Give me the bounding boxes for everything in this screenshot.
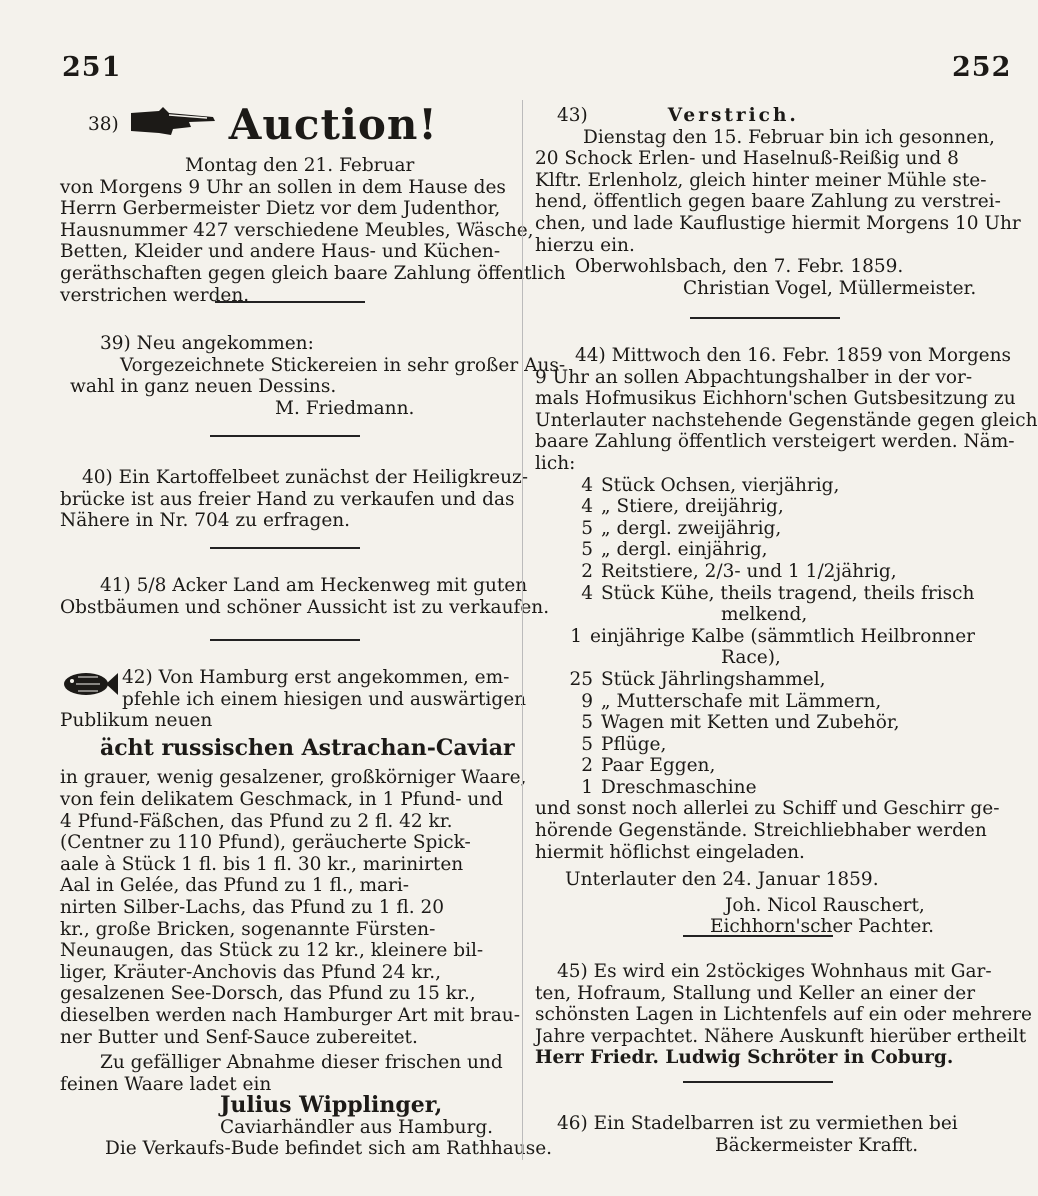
notice-title: Verstrich. <box>667 105 799 126</box>
item-text: Dreschmaschine <box>601 776 757 798</box>
item-row <box>535 626 975 648</box>
place-date: Unterlauter den 24. Januar 1859. <box>565 869 879 891</box>
signature: Christian Vogel, Müllermeister. <box>683 277 977 299</box>
item-quantity: 2 <box>581 560 593 582</box>
text-line: gesalzenen See-Dorsch, das Pfund zu 15 kr., <box>60 983 476 1005</box>
text-line: brücke ist aus freier Hand zu verkaufen und das <box>60 488 515 510</box>
text-line: schönsten Lagen in Lichtenfels auf ein oder mehrere <box>535 1004 1032 1026</box>
item-row <box>535 604 975 626</box>
text-line: Montag den 21. Februar <box>185 155 415 176</box>
text-line: Unterlauter nachstehende Gegenstände gegen gleich <box>535 409 1038 431</box>
text-line: 42) Von Hamburg erst angekommen, em- <box>122 667 510 688</box>
notice-46 <box>535 1113 975 1156</box>
signature: Joh. Nicol Rauschert, <box>725 894 925 916</box>
notice-45 <box>535 961 1032 1069</box>
text-line: verstrichen werden. <box>60 284 250 306</box>
page-number-left: 251 <box>62 52 122 83</box>
text-line: Hausnummer 427 verschiedene Meubles, Wäsche, <box>60 219 534 241</box>
page-number-right: 252 <box>952 52 1012 83</box>
signature-subtitle: Eichhorn'scher Pachter. <box>710 916 935 938</box>
text-line: von fein delikatem Geschmack, in 1 Pfund- und <box>60 788 504 810</box>
text-line: hörende Gegenstände. Streichliebhaber werden <box>535 820 987 842</box>
text-line: von Morgens 9 Uhr an sollen in dem Hause des <box>60 176 506 198</box>
item-quantity: 5 <box>581 733 593 755</box>
text-line: Betten, Kleider und andere Haus- und Küchen- <box>60 241 501 263</box>
caviar-heading: ächt russischen Astrachan-Caviar <box>100 734 515 761</box>
item-text: melkend, <box>721 604 808 626</box>
text-line: hierzu ein. <box>535 234 635 256</box>
text-line: (Centner zu 110 Pfund), geräucherte Spick- <box>60 832 471 854</box>
item-quantity: 9 <box>581 690 593 712</box>
place-date: Oberwohlsbach, den 7. Febr. 1859. <box>575 256 904 278</box>
item-quantity <box>535 647 601 669</box>
fish-icon <box>60 667 122 707</box>
signature: M. Friedmann. <box>275 397 415 419</box>
item-row <box>535 777 975 799</box>
item-row <box>535 561 975 583</box>
notice-43 <box>535 105 1021 299</box>
text-line: ner Butter und Senf-Sauce zubereitet. <box>60 1026 418 1048</box>
item-row <box>535 755 975 777</box>
text-line: Dienstag den 15. Februar bin ich gesonnen, <box>583 126 995 148</box>
signature: Julius Wipplinger, <box>220 1092 443 1119</box>
text-line: hiermit höflichst eingeladen. <box>535 841 805 863</box>
notice-number: 38) <box>88 114 119 136</box>
item-row <box>535 669 975 691</box>
item-row <box>535 539 975 561</box>
text-line: 40) Ein Kartoffelbeet zunächst der Heiligkreuz- <box>82 467 528 488</box>
notice-number: 43) <box>557 105 588 126</box>
item-quantity: 2 <box>581 755 593 777</box>
text-line: Klftr. Erlenholz, gleich hinter meiner Mühle ste- <box>535 169 987 191</box>
text-line: 44) Mittwoch den 16. Febr. 1859 von Morgens <box>575 345 1012 366</box>
item-row <box>535 496 975 518</box>
text-line: kr., große Bricken, sogenannte Fürsten- <box>60 918 436 940</box>
text-line: in grauer, wenig gesalzener, großkörniger Waare, <box>60 767 527 789</box>
text-line: 9 Uhr an sollen Abpachtungshalber in der vor- <box>535 366 973 388</box>
item-quantity: 4 <box>581 582 593 604</box>
divider <box>690 317 840 319</box>
text-line: feinen Waare ladet ein <box>60 1073 272 1095</box>
item-text: einjährige Kalbe (sämmtlich Heilbronner <box>590 625 975 647</box>
item-row <box>535 475 975 497</box>
notice-39 <box>60 333 566 419</box>
text-line: lich: <box>535 452 576 474</box>
text-line: Zu gefälliger Abnahme dieser frischen und <box>100 1052 503 1074</box>
text-line: und sonst noch allerlei zu Schiff und Geschirr ge- <box>535 798 1000 820</box>
text-line: 20 Schock Erlen- und Haselnuß-Reißig und 8 <box>535 148 959 170</box>
divider <box>215 301 365 303</box>
item-quantity: 25 <box>569 668 593 690</box>
item-quantity <box>535 604 601 626</box>
text-line: Jahre verpachtet. Nähere Auskunft hierüber ertheilt <box>535 1025 1027 1047</box>
signature-subtitle: Caviarhändler aus Hamburg. <box>220 1116 494 1138</box>
item-row <box>535 647 975 669</box>
text-line: wahl in ganz neuen Dessins. <box>70 376 337 398</box>
text-line: Bäckermeister Krafft. <box>715 1134 919 1156</box>
text-line: 4 Pfund-Fäßchen, das Pfund zu 2 fl. 42 kr. <box>60 810 453 832</box>
item-quantity: 5 <box>581 517 593 539</box>
item-row <box>535 518 975 540</box>
notice-41 <box>60 575 550 618</box>
text-line: 39) Neu angekommen: <box>100 333 314 354</box>
text-line: Neunaugen, das Stück zu 12 kr., kleinere bil- <box>60 940 484 962</box>
text-line: Herrn Gerbermeister Dietz vor dem Judenthor, <box>60 198 501 220</box>
item-text: Stück Ochsen, vierjährig, <box>601 474 840 496</box>
text-line: 46) Ein Stadelbarren ist zu vermiethen bei <box>557 1113 958 1134</box>
divider <box>210 547 360 549</box>
item-text: Stück Kühe, theils tragend, theils frisch <box>601 582 975 604</box>
divider <box>210 639 360 641</box>
divider <box>683 935 833 937</box>
text-line: baare Zahlung öffentlich versteigert werden. Näm- <box>535 431 1015 453</box>
text-line: aale à Stück 1 fl. bis 1 fl. 30 kr., marinirten <box>60 853 464 875</box>
text-line: dieselben werden nach Hamburger Art mit brau- <box>60 1004 520 1026</box>
item-text: Reitstiere, 2/3- und 1 1/2jährig, <box>601 560 897 582</box>
text-line: 45) Es wird ein 2stöckiges Wohnhaus mit Gar- <box>557 961 992 982</box>
item-text: „ dergl. zweijährig, <box>601 517 782 539</box>
divider <box>683 1081 833 1083</box>
text-line: hend, öffentlich gegen baare Zahlung zu verstrei- <box>535 191 1001 213</box>
text-line: 41) 5/8 Acker Land am Heckenweg mit guten <box>100 575 528 596</box>
text-line: Nähere in Nr. 704 zu erfragen. <box>60 510 351 532</box>
item-list <box>535 475 975 799</box>
item-text: „ Mutterschafe mit Lämmern, <box>601 690 882 712</box>
footer-note: Die Verkaufs-Bude befindet sich am Rathhause. <box>105 1138 553 1160</box>
item-text: Stück Jährlingshammel, <box>601 668 826 690</box>
notice-42 <box>60 667 553 1160</box>
notice-40 <box>60 467 528 532</box>
text-line: mals Hofmusikus Eichhorn'schen Gutsbesitzung zu <box>535 388 1016 410</box>
text-line: geräthschaften gegen gleich baare Zahlung öffentlich <box>60 262 566 284</box>
text-line: Herr Friedr. Ludwig Schröter in Coburg. <box>535 1047 954 1069</box>
item-quantity: 1 <box>570 625 583 647</box>
text-line: Obstbäumen und schöner Aussicht ist zu verkaufen. <box>60 596 550 618</box>
item-text: Pflüge, <box>601 733 667 755</box>
column-rule <box>522 100 523 1160</box>
item-text: Paar Eggen, <box>601 755 716 777</box>
pointing-hand-icon <box>129 105 217 145</box>
auction-title: Auction! <box>228 100 438 150</box>
item-row <box>535 691 975 713</box>
item-row <box>535 712 975 734</box>
item-quantity: 4 <box>581 496 593 518</box>
text-line: chen, und lade Kauflustige hiermit Morgens 10 Uhr <box>535 212 1021 234</box>
item-row <box>535 734 975 756</box>
text-line: pfehle ich einem hiesigen und auswärtigen <box>122 688 527 710</box>
text-line: nirten Silber-Lachs, das Pfund zu 1 fl. 20 <box>60 896 445 918</box>
notice-38 <box>60 95 566 306</box>
item-quantity: 1 <box>581 776 593 798</box>
item-quantity: 5 <box>581 712 593 734</box>
notice-44 <box>535 345 1038 938</box>
item-quantity: 5 <box>581 539 593 561</box>
text-line: Publikum neuen <box>60 710 213 732</box>
divider <box>210 435 360 437</box>
item-text: Race), <box>721 647 781 669</box>
item-quantity: 4 <box>581 474 593 496</box>
item-text: Wagen mit Ketten und Zubehör, <box>601 712 900 734</box>
text-line: Vorgezeichnete Stickereien in sehr großer Aus- <box>120 354 566 376</box>
text-line: Aal in Gelée, das Pfund zu 1 fl., mari- <box>60 875 410 897</box>
item-text: „ Stiere, dreijährig, <box>601 496 784 518</box>
item-text: „ dergl. einjährig, <box>601 539 768 561</box>
text-line: ten, Hofraum, Stallung und Keller an einer der <box>535 982 976 1004</box>
item-row <box>535 583 975 605</box>
text-line: liger, Kräuter-Anchovis das Pfund 24 kr., <box>60 961 442 983</box>
